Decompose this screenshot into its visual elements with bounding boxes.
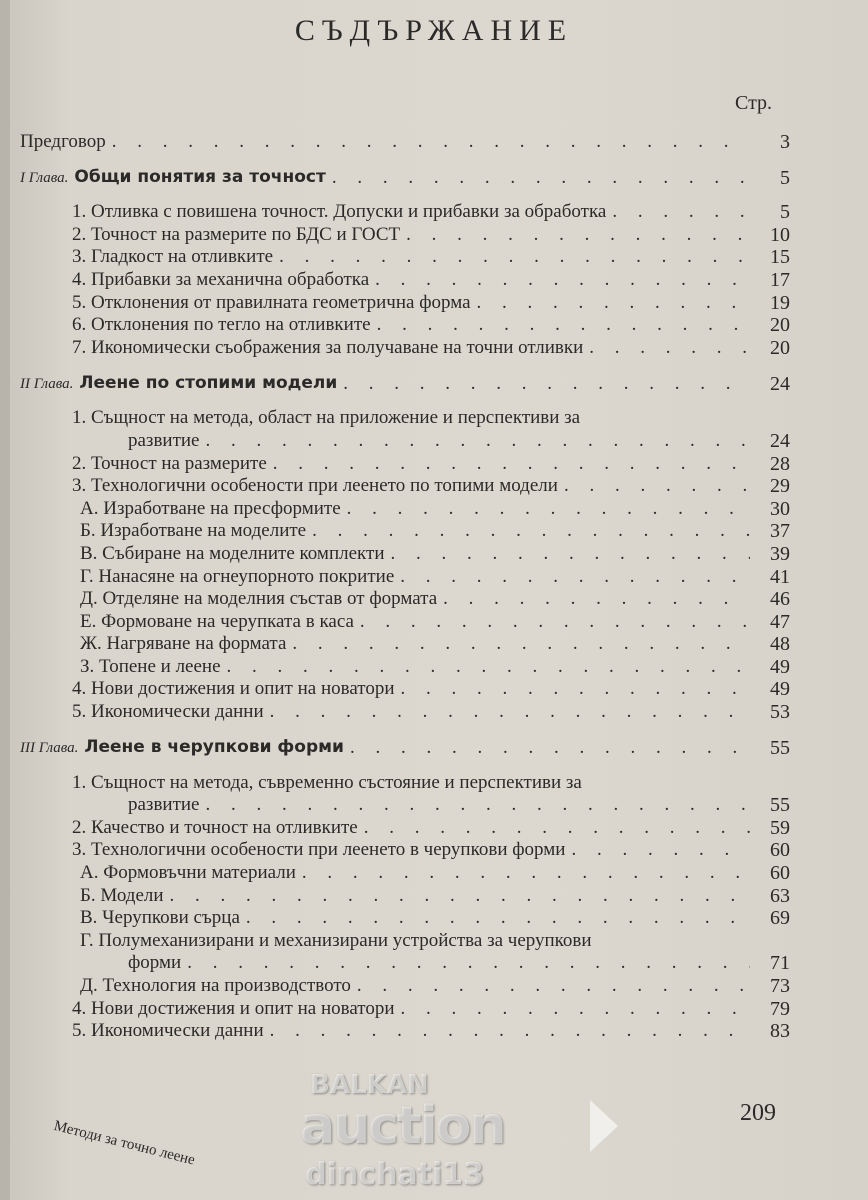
dot-leader	[312, 520, 750, 542]
page-number: 209	[740, 1100, 776, 1126]
watermark-line-3: dinchati13	[305, 1157, 484, 1192]
toc-page-number: 49	[770, 678, 790, 701]
toc-entry-row	[20, 929, 790, 952]
dot-leader	[377, 314, 750, 336]
toc-entry-row	[20, 201, 790, 224]
toc-page-number: 79	[770, 997, 790, 1020]
toc-entry-text: 2. Точност на размерите	[72, 452, 267, 474]
toc-entry-text: А. Формовъчни материали	[80, 862, 296, 884]
toc-entry-text: 4. Нови достижения и опит на новатори	[72, 997, 395, 1019]
watermark-line-2: auction	[300, 1096, 505, 1156]
toc-entry-text: 6. Отклонения по тегло на отливките	[72, 314, 371, 336]
toc-page-number: 60	[770, 862, 790, 885]
toc-entry-row	[20, 291, 790, 314]
toc-chapter-row	[20, 165, 790, 189]
toc-entry-row	[20, 497, 790, 520]
dot-leader	[205, 430, 750, 452]
toc-entry-row	[20, 907, 790, 930]
page-column-label: Стр.	[735, 92, 773, 114]
dot-leader	[246, 907, 750, 929]
toc-entry-row	[20, 268, 790, 291]
toc-entry-text: Д. Технология на производството	[80, 975, 351, 996]
dot-leader	[170, 885, 750, 907]
toc-entry-text: Б. Модели	[80, 884, 164, 906]
dot-leader	[564, 475, 750, 497]
toc-entry-text: Предговор	[20, 130, 106, 152]
toc-entry-row	[20, 588, 790, 611]
dot-leader	[343, 373, 750, 395]
toc-page-number: 20	[770, 314, 790, 337]
toc-entry-text-wrap	[20, 372, 337, 395]
toc-entry-text: В. Събиране на моделните комплекти	[80, 542, 385, 564]
dot-leader	[347, 498, 750, 520]
toc-page-number: 55	[770, 794, 790, 817]
toc-entry-row	[20, 314, 790, 337]
table-of-contents	[20, 130, 790, 1042]
toc-page-number: 41	[770, 565, 790, 588]
dot-leader	[270, 1020, 750, 1042]
toc-page-number: 49	[770, 655, 790, 678]
toc-entry-text: 1. Отливка с повишена точност. Допуски и прибавки за обработка	[72, 201, 607, 223]
toc-entry-row	[20, 452, 790, 475]
dot-leader	[357, 975, 750, 997]
toc-entry-text: 5. Отклонения от правилната геометрична форма	[72, 291, 471, 313]
toc-entry-text: 1. Същност на метода, област на приложение и перспективи за	[72, 407, 581, 429]
page-edge	[0, 0, 10, 1200]
toc-page-number: 17	[770, 268, 790, 291]
chapter-title: Леене в черупкови форми	[84, 737, 344, 758]
toc-entry-text: Г. Нанасяне на огнеупорното покритие	[80, 565, 395, 587]
toc-chapter-row	[20, 735, 790, 759]
toc-entry-row	[20, 974, 790, 997]
dot-leader	[364, 817, 750, 839]
dot-leader	[401, 998, 751, 1020]
dot-leader	[205, 794, 750, 816]
toc-page-number: 10	[770, 223, 790, 246]
toc-entry-text: 2. Качество и точност на отливките	[72, 816, 358, 838]
toc-entry-text: 3. Технологични особености при леенето по топими модели	[72, 475, 558, 497]
toc-page-number: 15	[770, 246, 790, 269]
toc-entry-text: 1. Същност на метода, съвременно състояние и перспективи за	[72, 771, 582, 793]
toc-page-number: 24	[770, 429, 790, 452]
toc-entry-text: З. Топене и леене	[80, 655, 221, 677]
toc-entry-text: 3. Технологични особености при леенето в черупкови форми	[72, 839, 566, 861]
toc-entry-row	[20, 839, 790, 862]
toc-entry-text: развитие	[128, 794, 200, 816]
dot-leader	[350, 737, 750, 759]
toc-entry-text: развитие	[128, 429, 200, 451]
toc-page-number: 19	[770, 291, 790, 314]
toc-entry-row	[20, 700, 790, 723]
toc-page-number: 29	[770, 475, 790, 498]
toc-entry-row	[20, 407, 790, 430]
toc-entry-row	[20, 678, 790, 701]
toc-page-number: 59	[770, 816, 790, 839]
toc-page-number: 20	[770, 336, 790, 359]
running-title: Методи за точно леене	[52, 1118, 197, 1169]
toc-page-number: 30	[770, 497, 790, 520]
toc-entry-row	[20, 246, 790, 269]
dot-leader	[406, 224, 750, 246]
toc-entry-row	[20, 794, 790, 817]
toc-entry-text: 5. Икономически данни	[72, 701, 264, 723]
toc-entry-row	[20, 429, 790, 452]
toc-page-number: 69	[770, 907, 790, 930]
toc-entry-row	[20, 1020, 790, 1043]
toc-entry-text: В. Черупкови сърца	[80, 907, 240, 929]
dot-leader	[302, 862, 750, 884]
toc-entry-row	[20, 655, 790, 678]
toc-entry-text: 5. Икономически данни	[72, 1020, 264, 1042]
toc-entry-text: Г. Полумеханизирани и механизирани устройства за черупкови	[80, 929, 592, 951]
toc-page-number: 28	[770, 452, 790, 475]
dot-leader	[112, 131, 750, 153]
toc-entry-row	[20, 542, 790, 565]
dot-leader	[279, 246, 750, 268]
dot-leader	[443, 588, 750, 610]
toc-entry-row	[20, 475, 790, 498]
toc-page-number: 60	[770, 839, 790, 862]
toc-entry-text: Б. Изработване на моделите	[80, 520, 307, 542]
dot-leader	[589, 337, 750, 359]
chapter-label: II Глава.	[20, 375, 74, 392]
dot-leader	[400, 566, 750, 588]
toc-entry-row	[20, 336, 790, 359]
toc-entry-text: 3. Гладкост на отливките	[72, 246, 274, 268]
toc-entry-row	[20, 520, 790, 543]
toc-entry-row	[20, 997, 790, 1020]
toc-page-number: 71	[770, 952, 790, 975]
dot-leader	[360, 611, 750, 633]
toc-page-number: 53	[770, 701, 790, 724]
chapter-label: III Глава.	[20, 740, 79, 757]
toc-page-number: 39	[770, 542, 790, 565]
dot-leader	[187, 952, 750, 974]
dot-leader	[292, 633, 750, 655]
toc-entry-text: 4. Нови достижения и опит на новатори	[72, 678, 395, 700]
toc-page-number: 37	[770, 520, 790, 543]
toc-entry-row	[20, 884, 790, 907]
toc-entry-text: А. Изработване на пресформите	[80, 497, 341, 519]
toc-entry-text: 7. Икономически съображения за получаване на точни отливки	[72, 336, 584, 358]
dot-leader	[375, 269, 750, 291]
toc-entry-row	[20, 952, 790, 975]
toc-page-number: 46	[770, 588, 790, 611]
dot-leader	[571, 839, 750, 861]
toc-entry-text: Ж. Нагряване на формата	[80, 633, 287, 655]
chapter-title: Общи понятия за точност	[74, 166, 326, 187]
toc-page-number: 48	[770, 633, 790, 656]
dot-leader	[273, 453, 750, 475]
toc-entry-row	[20, 130, 790, 153]
dot-leader	[332, 167, 750, 189]
toc-page-number: 5	[780, 166, 790, 189]
toc-entry-text: Е. Формоване на черупката в каса	[80, 610, 354, 632]
chapter-label: I Глава.	[20, 169, 69, 186]
toc-entry-text: 4. Прибавки за механична обработка	[72, 268, 370, 290]
toc-page-number: 3	[780, 130, 790, 153]
toc-entry-text-wrap	[20, 166, 326, 189]
toc-entry-text: 2. Точност на размерите по БДС и ГОСТ	[72, 223, 401, 245]
dot-leader	[401, 678, 751, 700]
play-icon	[590, 1100, 618, 1152]
toc-page-number: 63	[770, 884, 790, 907]
toc-page-number: 83	[770, 1020, 790, 1043]
toc-entry-row	[20, 771, 790, 794]
toc-page-number: 24	[770, 372, 790, 395]
toc-entry-text-wrap	[20, 736, 344, 759]
dot-leader	[390, 543, 750, 565]
dot-leader	[270, 701, 750, 723]
toc-page-number: 73	[770, 975, 790, 997]
dot-leader	[612, 201, 750, 223]
toc-page-number: 47	[770, 610, 790, 633]
chapter-title: Леене по стопими модели	[79, 372, 338, 393]
toc-entry-row	[20, 565, 790, 588]
toc-entry-text: Д. Отделяне на моделния състав от формата	[80, 588, 438, 610]
toc-page-number: 55	[770, 737, 790, 760]
page-title: СЪДЪРЖАНИЕ	[294, 14, 574, 47]
dot-leader	[477, 292, 750, 314]
watermark-line-1: BALKAN	[310, 1070, 429, 1100]
toc-page-number: 5	[780, 201, 790, 224]
toc-entry-row	[20, 816, 790, 839]
toc-entry-row	[20, 610, 790, 633]
toc-chapter-row	[20, 371, 790, 395]
toc-entry-row	[20, 223, 790, 246]
toc-entry-row	[20, 861, 790, 884]
dot-leader	[227, 656, 750, 678]
toc-entry-text: форми	[128, 952, 182, 974]
toc-entry-row	[20, 633, 790, 656]
